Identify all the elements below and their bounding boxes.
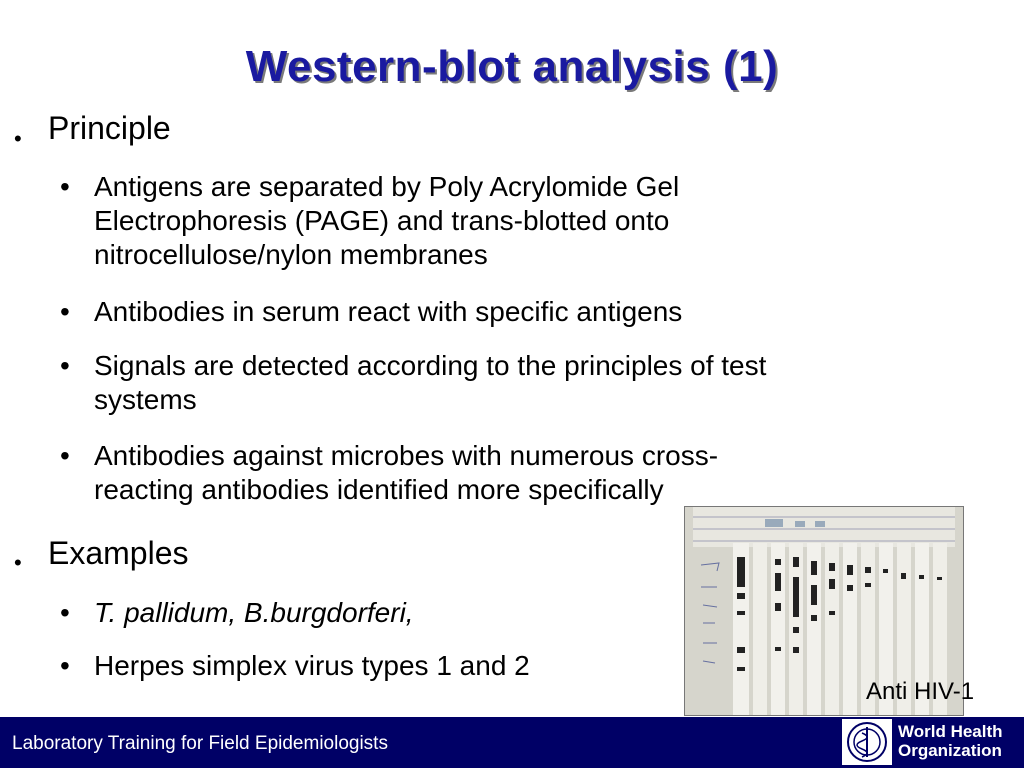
bullet-dot: • [14, 550, 22, 575]
list-item-line: reacting antibodies identified more specifically [94, 474, 664, 505]
list-item [94, 439, 934, 507]
bullet-dot: • [60, 597, 70, 628]
list-item [94, 170, 934, 272]
list-item [94, 295, 934, 329]
who-logo [842, 719, 1022, 765]
bullet-dot: • [14, 126, 22, 151]
section-heading-principle: Principle [48, 110, 171, 146]
bullet-dot: • [60, 171, 70, 202]
list-item-line: Antibodies against microbes with numerous cross- [94, 440, 719, 471]
bullet-dot: • [60, 350, 70, 381]
list-item-line: Signals are detected according to the principles of test [94, 350, 767, 381]
section-heading-examples: Examples [48, 535, 189, 571]
list-item [94, 349, 934, 417]
bullet-dot: • [60, 650, 70, 681]
who-logo-text [898, 722, 1003, 760]
footer-bar [0, 717, 1024, 768]
list-item-line: Antigens are separated by Poly Acrylomide Gel [94, 171, 680, 202]
photo-caption: Anti HIV-1 [866, 678, 975, 705]
footer-text: Laboratory Training for Field Epidemiologists [12, 733, 388, 754]
list-item-line: Herpes simplex virus types 1 and 2 [94, 650, 530, 681]
who-emblem-icon [842, 719, 892, 765]
list-item-line: Electrophoresis (PAGE) and trans-blotted onto [94, 205, 670, 236]
who-logo-text-line: Organization [898, 741, 1002, 760]
list-item-line: Antibodies in serum react with specific antigens [94, 296, 683, 327]
who-logo-text-line: World Health [898, 722, 1003, 741]
list-item-line: T. pallidum, B.burgdorferi, [94, 597, 414, 628]
list-item-line: nitrocellulose/nylon membranes [94, 239, 488, 270]
bullet-dot: • [60, 440, 70, 471]
list-item-line: systems [94, 384, 197, 415]
slide-title: Western-blot analysis (1) [245, 42, 779, 91]
bullet-dot: • [60, 296, 70, 327]
